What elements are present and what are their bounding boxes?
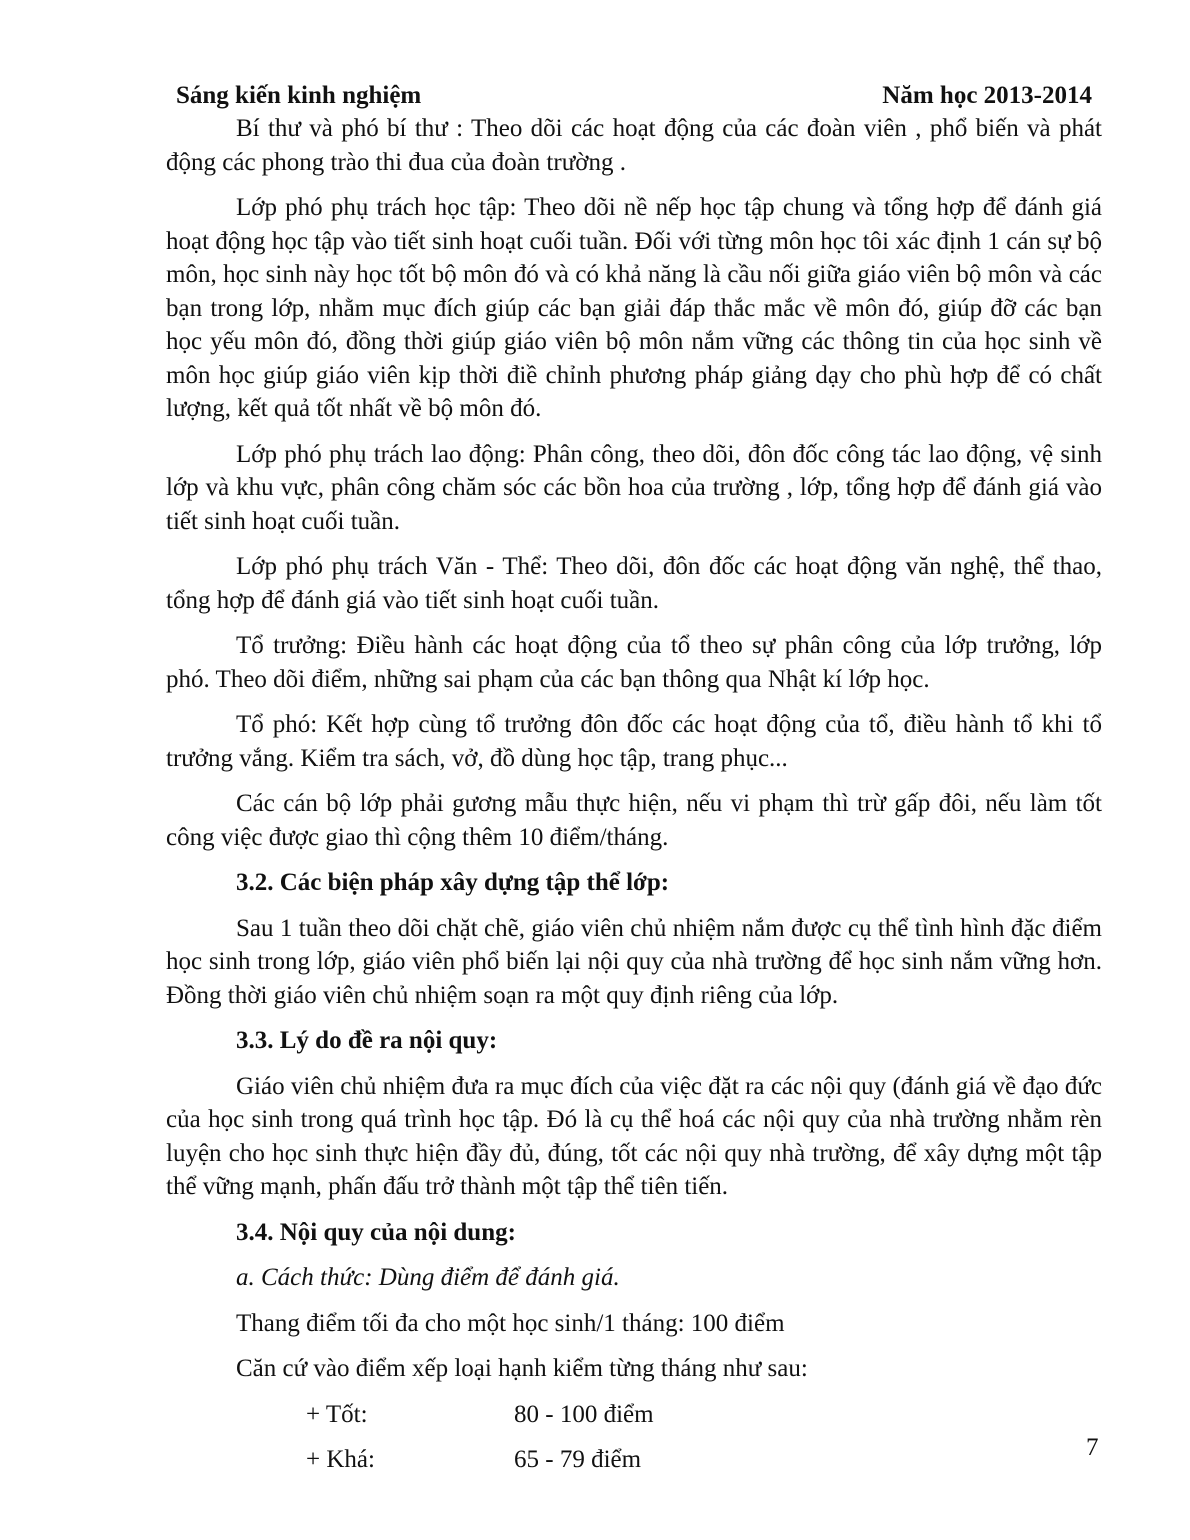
grade-row-good (306, 1398, 1102, 1432)
grade-row-fair (306, 1443, 1102, 1477)
grade-range: 65 - 79 điểm (514, 1446, 642, 1473)
grade-range: 80 - 100 điểm (514, 1400, 654, 1428)
basis-line: Căn cứ vào điểm xếp loại hạnh kiểm từng tháng như sau: (236, 1355, 808, 1382)
header-school-year: Năm học 2013-2014 (882, 82, 1092, 109)
page-header (176, 80, 1092, 112)
heading-3-4: 3.4. Nội quy của nội dung: (236, 1218, 516, 1246)
header-title: Sáng kiến kinh nghiệm (176, 82, 422, 109)
paragraph-deputy-group-leader: Tổ phó: Kết hợp cùng tổ trưởng đôn đốc các hoạt động của tổ, điều hành tổ khi tổ trưởng vắng. Kiểm tra sách, vở, đồ dùng học tập, trang phục... (166, 711, 1102, 772)
page-number: 7 (1086, 1434, 1099, 1461)
method-line: a. Cách thức: Dùng điểm để đánh giá. (236, 1264, 620, 1291)
heading-3-3: 3.3. Lý do đề ra nội quy: (236, 1027, 498, 1054)
paragraph-arts-sports-monitor: Lớp phó phụ trách Văn - Thể: Theo dõi, đôn đốc các hoạt động văn nghệ, thể thao, tổng hợp để đánh giá vào tiết sinh hoạt cuối tuần. (166, 553, 1102, 614)
paragraph-3-3: Giáo viên chủ nhiệm đưa ra mục đích của việc đặt ra các nội quy (đánh giá về đạo đức của học sinh trong quá trình học tập. Đó là cụ thể hoá các nội quy của nhà trường nhằm rèn luyện cho học sinh thực hiện đầy đủ, đúng, tốt các nội quy nhà trường, để xây dựng một tập thể vững mạnh, phấn đấu trở thành một tập thể tiên tiến. (166, 1072, 1102, 1200)
paragraph-study-monitor: Lớp phó phụ trách học tập: Theo dõi nề nếp học tập chung và tổng hợp để đánh giá hoạt động học tập vào tiết sinh hoạt cuối tuần. Đối với từng môn học tôi xác định 1 cán sự bộ môn, học sinh này học tốt bộ môn đó và có khả năng là cầu nối giữa giáo viên bộ môn và các bạn trong lớp, nhằm mục đích giúp các bạn giải đáp thắc mắc về môn đó, giúp đỡ các bạn học yếu môn đó, đồng thời giúp giáo viên bộ môn nắm vững các thông tin của học sinh về môn học giúp giáo viên kịp thời điề chỉnh phương pháp giảng dạy cho phù hợp để có chất lượng, kết quả tốt nhất về bộ môn đó. (166, 194, 1102, 422)
paragraph-labor-monitor: Lớp phó phụ trách lao động: Phân công, theo dõi, đôn đốc công tác lao động, vệ sinh lớp và khu vực, phân công chăm sóc các bồn hoa của trường , lớp, tổng hợp để đánh giá vào tiết sinh hoạt cuối tuần. (166, 440, 1102, 535)
grade-label: + Tốt: (306, 1400, 368, 1428)
grade-label: + Khá: (306, 1446, 375, 1473)
paragraph-group-leader: Tổ trưởng: Điều hành các hoạt động của tổ theo sự phân công của lớp trưởng, lớp phó. Theo dõi điểm, những sai phạm của các bạn thông qua Nhật kí lớp học. (166, 632, 1102, 693)
max-score-line: Thang điểm tối đa cho một học sinh/1 tháng: 100 điểm (236, 1309, 785, 1337)
heading-3-2 (236, 866, 1102, 900)
document-body (166, 112, 1102, 1489)
heading-3-2-title: . Các biện pháp xây dựng tập thể lớp: (267, 869, 670, 896)
heading-3-2-number: 3.2 (236, 869, 268, 896)
paragraph-class-officers: Các cán bộ lớp phải gương mẫu thực hiện, nếu vi phạm thì trừ gấp đôi, nếu làm tốt công việc được giao thì cộng thêm 10 điểm/tháng. (166, 790, 1102, 851)
paragraph-secretary: Bí thư và phó bí thư : Theo dõi các hoạt động của các đoàn viên , phổ biến và phát động các phong trào thi đua của đoàn trường . (166, 115, 1102, 176)
paragraph-3-2: Sau 1 tuần theo dõi chặt chẽ, giáo viên chủ nhiệm nắm được cụ thể tình hình đặc điểm học sinh trong lớp, giáo viên phổ biến lại nội quy của nhà trường để học sinh nắm vững hơn. Đồng thời giáo viên chủ nhiệm soạn ra một quy định riêng của lớp. (166, 914, 1102, 1009)
